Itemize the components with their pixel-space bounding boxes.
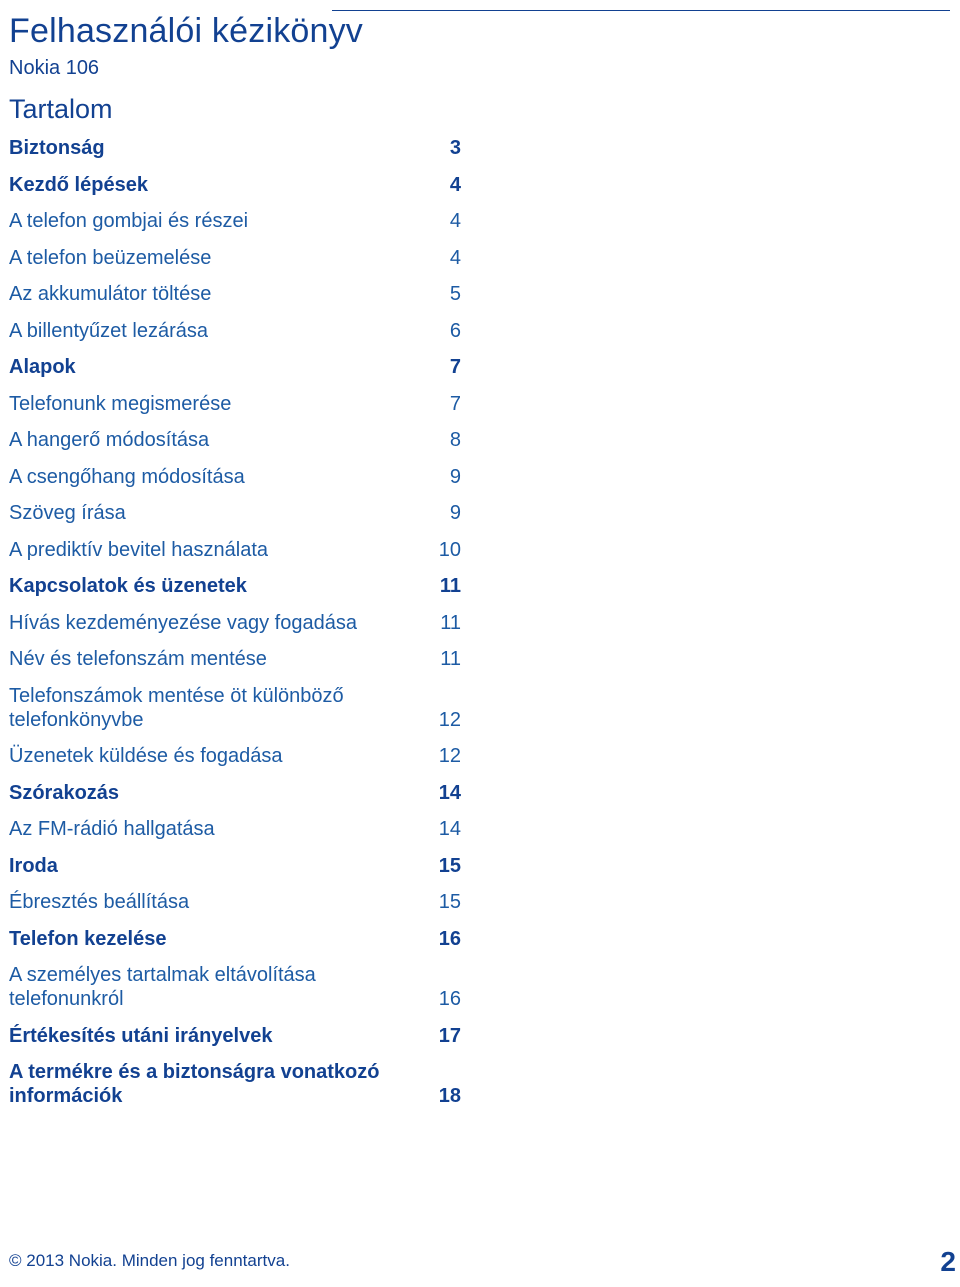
toc-entry-page-number: 11 — [440, 611, 461, 634]
toc-entry-label: Az FM-rádió hallgatása — [9, 818, 215, 840]
toc-section-entry[interactable] — [9, 813, 461, 850]
toc-entry-label: A telefon gombjai és részei — [9, 210, 249, 232]
toc-entry-page-number: 15 — [438, 891, 461, 913]
toc-section-entry[interactable] — [9, 424, 461, 461]
toc-entry-label: Hívás kezdeményezése vagy fogadása — [9, 611, 357, 634]
toc-entry-page-number: 11 — [440, 648, 461, 670]
toc-entry-label: A termékre és a biztonságra vonatkozó információk — [9, 1061, 380, 1107]
toc-section-entry[interactable] — [9, 959, 461, 1020]
toc-chapter-entry[interactable] — [9, 850, 461, 887]
footer-copyright: © 2013 Nokia. Minden jog fenntartva. — [9, 1251, 290, 1270]
toc-entry-label: Szórakozás — [9, 781, 120, 804]
toc-entry-label: Iroda — [9, 854, 58, 877]
toc-entry-page-number: 16 — [438, 927, 461, 950]
toc-section-entry[interactable] — [9, 607, 461, 644]
toc-section-entry[interactable] — [9, 315, 461, 352]
toc-section-entry[interactable] — [9, 461, 461, 498]
toc-entry-page-number: 6 — [449, 319, 461, 342]
toc-entry-label: Ébresztés beállítása — [9, 891, 190, 913]
header-rule — [332, 10, 950, 11]
toc-entry-page-number: 9 — [449, 502, 461, 524]
document-subtitle: Nokia 106 — [9, 57, 100, 79]
footer-page-number: 2 — [940, 1246, 956, 1277]
toc-entry-label: Biztonság — [9, 137, 105, 159]
toc-entry-label: Név és telefonszám mentése — [9, 648, 267, 670]
toc-section-entry[interactable] — [9, 680, 461, 741]
toc-chapter-entry[interactable] — [9, 132, 461, 169]
toc-chapter-entry[interactable] — [9, 1020, 461, 1057]
toc-entry-label: A telefon beüzemelése — [9, 246, 212, 269]
toc-entry-label: A hangerő módosítása — [9, 429, 210, 451]
toc-section-entry[interactable] — [9, 242, 461, 279]
toc-entry-page-number: 18 — [438, 1085, 461, 1107]
toc-entry-page-number: 10 — [438, 538, 461, 561]
toc-section-entry[interactable] — [9, 205, 461, 242]
toc-chapter-entry[interactable] — [9, 570, 461, 607]
toc-entry-page-number: 4 — [449, 173, 461, 196]
toc-entry-page-number: 14 — [438, 818, 461, 840]
toc-entry-page-number: 5 — [449, 283, 461, 305]
toc-entry-page-number: 4 — [449, 210, 461, 232]
toc-section-entry[interactable] — [9, 497, 461, 534]
toc-entry-page-number: 14 — [438, 781, 461, 804]
toc-entry-label: Üzenetek küldése és fogadása — [9, 745, 283, 767]
toc-entry-label: A billentyűzet lezárása — [9, 319, 209, 342]
toc-chapter-entry[interactable] — [9, 351, 461, 388]
toc-entry-page-number: 7 — [449, 356, 461, 378]
toc-entry-page-number: 3 — [449, 137, 461, 159]
toc-chapter-entry[interactable] — [9, 923, 461, 960]
toc-entry-label: Telefon kezelése — [9, 927, 167, 950]
toc-section-entry[interactable] — [9, 886, 461, 923]
toc-entry-page-number: 16 — [438, 988, 461, 1010]
toc-entry-label: A csengőhang módosítása — [9, 465, 245, 488]
toc-chapter-entry[interactable] — [9, 1056, 461, 1117]
toc-entry-label: Értékesítés utáni irányelvek — [9, 1024, 273, 1047]
toc-entry-page-number: 8 — [449, 429, 461, 451]
toc-entry-page-number: 4 — [449, 246, 461, 269]
toc-entry-label: Az akkumulátor töltése — [9, 283, 212, 305]
toc-entry-page-number: 15 — [438, 854, 461, 877]
toc-entry-label: Telefonszámok mentése öt különböző telefonkönyvbe — [9, 684, 344, 731]
toc-entry-page-number: 17 — [438, 1024, 461, 1047]
toc-section-entry[interactable] — [9, 740, 461, 777]
toc-entry-page-number: 12 — [438, 745, 461, 767]
toc-entry-label: Kapcsolatok és üzenetek — [9, 575, 247, 597]
document-title: Felhasználói kézikönyv — [9, 12, 364, 50]
toc-entry-label: Alapok — [9, 356, 76, 378]
toc-section-entry[interactable] — [9, 278, 461, 315]
toc-entry-page-number: 12 — [438, 708, 461, 731]
toc-entry-page-number: 7 — [449, 392, 461, 415]
toc-entry-label: Kezdő lépések — [9, 173, 148, 196]
toc-section-entry[interactable] — [9, 643, 461, 680]
toc-heading: Tartalom — [9, 94, 113, 124]
toc-entry-label: Szöveg írása — [9, 502, 126, 524]
toc-entry-label: Telefonunk megismerése — [9, 392, 232, 415]
toc-entry-label: A prediktív bevitel használata — [9, 538, 269, 561]
toc-chapter-entry[interactable] — [9, 169, 461, 206]
table-of-contents — [9, 132, 461, 1117]
toc-section-entry[interactable] — [9, 388, 461, 425]
toc-entry-label: A személyes tartalmak eltávolítása telefonunkról — [9, 964, 316, 1010]
toc-entry-page-number: 11 — [439, 575, 461, 597]
toc-chapter-entry[interactable] — [9, 777, 461, 814]
toc-section-entry[interactable] — [9, 534, 461, 571]
toc-entry-page-number: 9 — [449, 465, 461, 488]
